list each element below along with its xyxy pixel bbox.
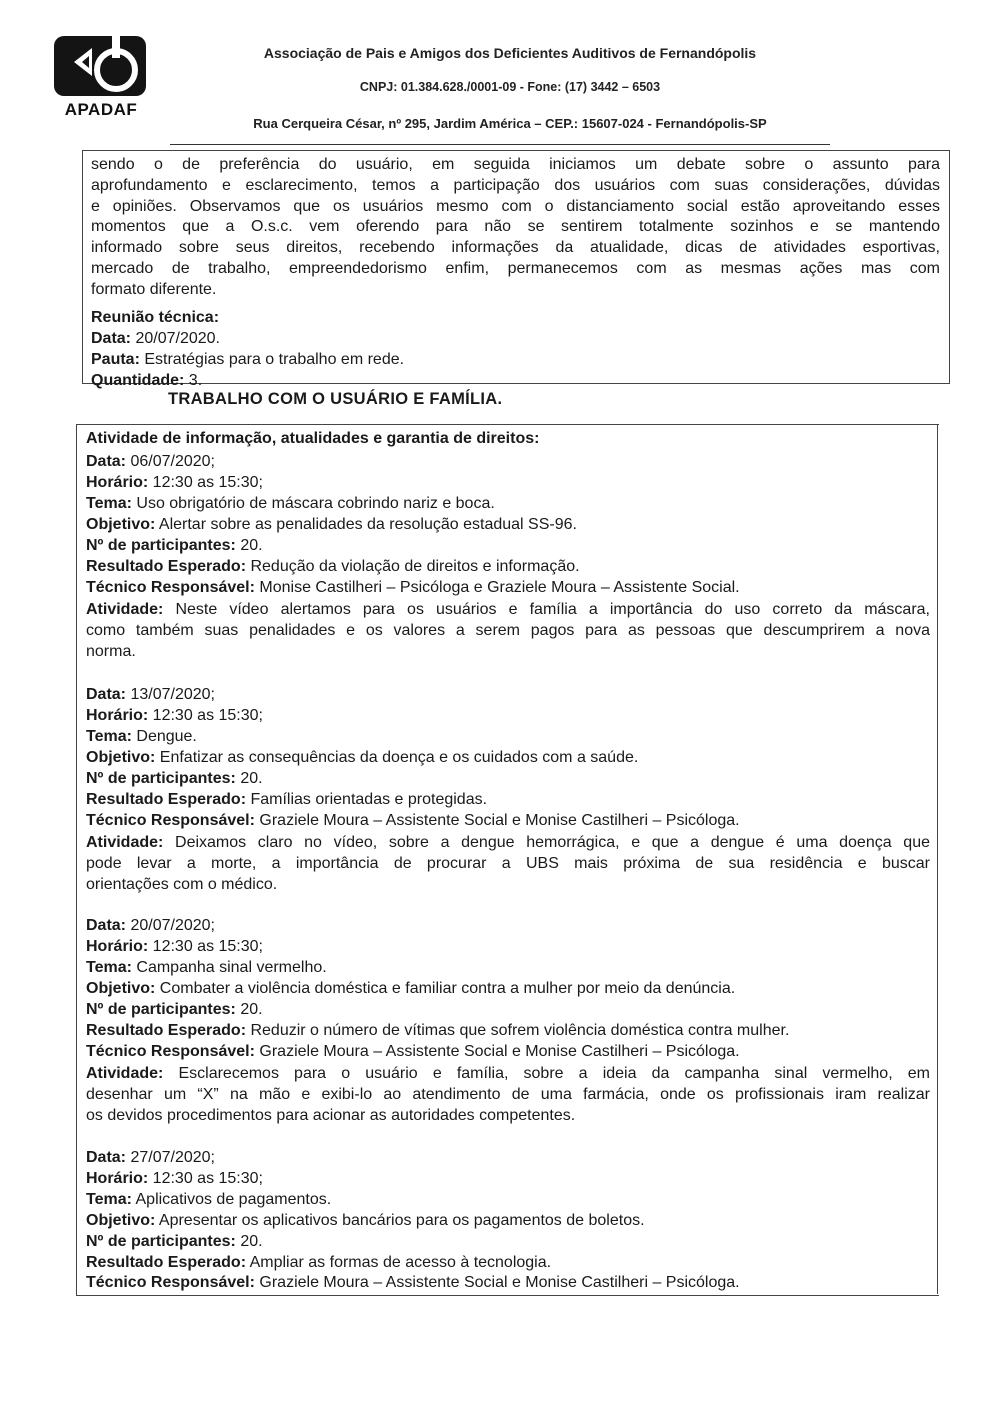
field-value: 20.	[235, 1001, 263, 1018]
field-label: Técnico Responsável:	[86, 1043, 255, 1060]
field-label: Data:	[86, 453, 127, 470]
field-label: Resultado Esperado:	[86, 1022, 247, 1039]
field-value: 3.	[184, 372, 203, 389]
meeting-title: Reunião técnica:	[91, 309, 220, 326]
activity-line	[86, 600, 930, 621]
entry-activity	[86, 1064, 930, 1126]
entry-result	[86, 1254, 551, 1272]
activity-line: desenhar um “X” na mão e exibi-lo ao atendimento de uma farmácia, onde os profissionais iram realizar	[86, 1085, 930, 1103]
field-value: Redução da violação de direitos e informação.	[246, 558, 580, 575]
entry-participants	[86, 770, 263, 788]
logo-text: APADAF	[64, 100, 138, 119]
entry-theme	[86, 959, 327, 977]
field-label: Nº de participantes:	[86, 770, 236, 787]
field-value: Deixamos claro no vídeo, sobre a dengue hemorrágica, e que a dengue é uma doença que	[163, 834, 930, 851]
intro-line: momentos que a O.s.c. vem oferendo para não se sentirem totalmente sozinhos e se mantendo	[91, 218, 940, 236]
field-value: 20/07/2020;	[126, 917, 215, 934]
activity-line: pode levar a morte, a importância de procurar a UBS mais próxima de sua residência e buscar	[86, 854, 930, 872]
field-value: 20/07/2020.	[131, 330, 220, 347]
field-value: Esclarecemos para o usuário e família, sobre a ideia da campanha sinal vermelho, em	[163, 1065, 930, 1082]
field-value: Graziele Moura – Assistente Social e Monise Castilheri – Psicóloga.	[254, 812, 740, 829]
entry-time	[86, 938, 263, 956]
entry-theme	[86, 495, 495, 513]
logo-emblem-icon	[52, 34, 150, 100]
meeting-agenda	[91, 351, 404, 369]
field-value: Uso obrigatório de máscara cobrindo nariz e boca.	[131, 495, 495, 512]
field-value: Aplicativos de pagamentos.	[131, 1191, 332, 1208]
activity-line: orientações com o médico.	[86, 875, 278, 893]
field-value: 20.	[235, 770, 263, 787]
field-value: Alertar sobre as penalidades da resolução estadual SS-96.	[155, 516, 577, 533]
field-label: Pauta:	[91, 351, 140, 368]
entry-participants	[86, 1233, 263, 1251]
field-value: Apresentar os aplicativos bancários para os pagamentos de boletos.	[155, 1212, 645, 1229]
field-label: Resultado Esperado:	[86, 1254, 247, 1271]
org-address: Rua Cerqueira César, nº 295, Jardim América – CEP.: 15607-024 - Fernandópolis-SP	[253, 116, 767, 131]
section-title: TRABALHO COM O USUÁRIO E FAMÍLIA.	[168, 390, 503, 408]
entry-tech	[86, 579, 740, 597]
field-label: Horário:	[86, 707, 149, 724]
field-value: Graziele Moura – Assistente Social e Monise Castilheri – Psicóloga.	[254, 1043, 740, 1060]
entry-time	[86, 1170, 263, 1188]
field-label: Técnico Responsável:	[86, 1274, 255, 1291]
field-label: Horário:	[86, 474, 149, 491]
field-label: Tema:	[86, 1191, 132, 1208]
field-value: 12:30 as 15:30;	[148, 707, 263, 724]
activity-heading: Atividade de informação, atualidades e garantia de direitos:	[86, 430, 540, 447]
intro-line: sendo o de preferência do usuário, em seguida iniciamos um debate sobre o assunto para	[91, 156, 940, 173]
activities-box-right-border	[937, 424, 938, 1294]
field-value: Dengue.	[131, 728, 197, 745]
field-value: Ampliar as formas de acesso à tecnologia.	[246, 1254, 552, 1271]
entry-date	[86, 1149, 215, 1167]
field-value: 12:30 as 15:30;	[148, 1170, 263, 1187]
field-label: Objetivo:	[86, 980, 156, 997]
entry-tech	[86, 812, 740, 830]
field-label: Atividade:	[86, 601, 164, 618]
entry-tech	[86, 1274, 740, 1292]
apadaf-logo	[52, 34, 150, 124]
field-label: Tema:	[86, 959, 132, 976]
entry-tech	[86, 1043, 740, 1061]
org-name: Associação de Pais e Amigos dos Deficientes Auditivos de Fernandópolis	[263, 45, 757, 61]
entry-activity	[86, 833, 930, 895]
entry-date	[86, 917, 215, 935]
field-label: Horário:	[86, 938, 149, 955]
field-label: Nº de participantes:	[86, 1001, 236, 1018]
field-label: Resultado Esperado:	[86, 791, 247, 808]
field-value: Famílias orientadas e protegidas.	[246, 791, 488, 808]
entry-time	[86, 474, 263, 492]
field-label: Data:	[86, 917, 127, 934]
field-value: 27/07/2020;	[126, 1149, 215, 1166]
field-value: Combater a violência doméstica e familiar contra a mulher por meio da denúncia.	[155, 980, 736, 997]
field-label: Data:	[86, 686, 127, 703]
field-label: Objetivo:	[86, 516, 156, 533]
entry-objective	[86, 749, 638, 767]
field-value: Monise Castilheri – Psicóloga e Graziele Moura – Assistente Social.	[254, 579, 740, 596]
entry-theme	[86, 1191, 331, 1209]
intro-line: mercado de trabalho, empreendedorismo enfim, permanecemos com as mesmas ações mas com	[91, 259, 940, 277]
field-label: Nº de participantes:	[86, 1233, 236, 1250]
entry-result	[86, 558, 580, 576]
intro-paragraph	[91, 155, 940, 301]
header-divider	[170, 144, 830, 145]
entry-participants	[86, 537, 263, 555]
entry-date	[86, 686, 215, 704]
field-value: Estratégias para o trabalho em rede.	[139, 351, 405, 368]
intro-line: aprofundamento e esclarecimento, temos a participação dos usuários com suas considerações, dúvidas	[91, 176, 940, 194]
field-label: Tema:	[86, 728, 132, 745]
field-label: Atividade:	[86, 1065, 164, 1082]
activity-line: norma.	[86, 642, 136, 660]
field-label: Nº de participantes:	[86, 537, 236, 554]
activity-line: os devidos procedimentos para acionar as autoridades competentes.	[86, 1106, 576, 1124]
field-value: 12:30 as 15:30;	[148, 474, 263, 491]
meeting-quantity	[91, 372, 202, 390]
field-label: Tema:	[86, 495, 132, 512]
field-value: Enfatizar as consequências da doença e os cuidados com a saúde.	[155, 749, 639, 766]
field-label: Quantidade:	[91, 372, 185, 389]
activity-line: como também suas penalidades e os valores a serem pagos para as pessoas que descumprirem a nova	[86, 621, 930, 639]
entry-participants	[86, 1001, 263, 1019]
entry-date	[86, 453, 215, 471]
entry-objective	[86, 980, 735, 998]
org-cnpj-phone: CNPJ: 01.384.628./0001-09 - Fone: (17) 3442 – 6503	[359, 80, 661, 94]
field-value: 20.	[235, 537, 263, 554]
intro-line: informado sobre seus direitos, recebendo informações da atualidade, dicas de atividades esportivas,	[91, 239, 940, 257]
entry-objective	[86, 516, 577, 534]
field-label: Objetivo:	[86, 1212, 156, 1229]
field-value: 20.	[235, 1233, 263, 1250]
field-label: Técnico Responsável:	[86, 579, 255, 596]
field-label: Data:	[86, 1149, 127, 1166]
entry-result	[86, 1022, 789, 1040]
field-value: 13/07/2020;	[126, 686, 215, 703]
field-value: 12:30 as 15:30;	[148, 938, 263, 955]
field-label: Resultado Esperado:	[86, 558, 247, 575]
meeting-date	[91, 330, 220, 348]
intro-line: formato diferente.	[91, 280, 217, 298]
field-value: Neste vídeo alertamos para os usuários e família a importância do uso correto da máscara,	[163, 601, 930, 618]
field-value: Campanha sinal vermelho.	[131, 959, 327, 976]
field-label: Objetivo:	[86, 749, 156, 766]
entry-result	[86, 791, 487, 809]
field-value: 06/07/2020;	[126, 453, 215, 470]
field-label: Atividade:	[86, 834, 164, 851]
entry-time	[86, 707, 263, 725]
field-label: Técnico Responsável:	[86, 812, 255, 829]
activity-line	[86, 833, 930, 854]
intro-line: e opiniões. Observamos que os usuários mesmo com o distanciamento social estão aproveitando esses	[91, 197, 940, 215]
field-value: Graziele Moura – Assistente Social e Monise Castilheri – Psicóloga.	[254, 1274, 740, 1291]
entry-theme	[86, 728, 197, 746]
field-value: Reduzir o número de vítimas que sofrem violência doméstica contra mulher.	[246, 1022, 790, 1039]
entry-objective	[86, 1212, 645, 1230]
activity-line	[86, 1064, 930, 1085]
field-label: Data:	[91, 330, 132, 347]
entry-activity	[86, 600, 930, 662]
field-label: Horário:	[86, 1170, 149, 1187]
